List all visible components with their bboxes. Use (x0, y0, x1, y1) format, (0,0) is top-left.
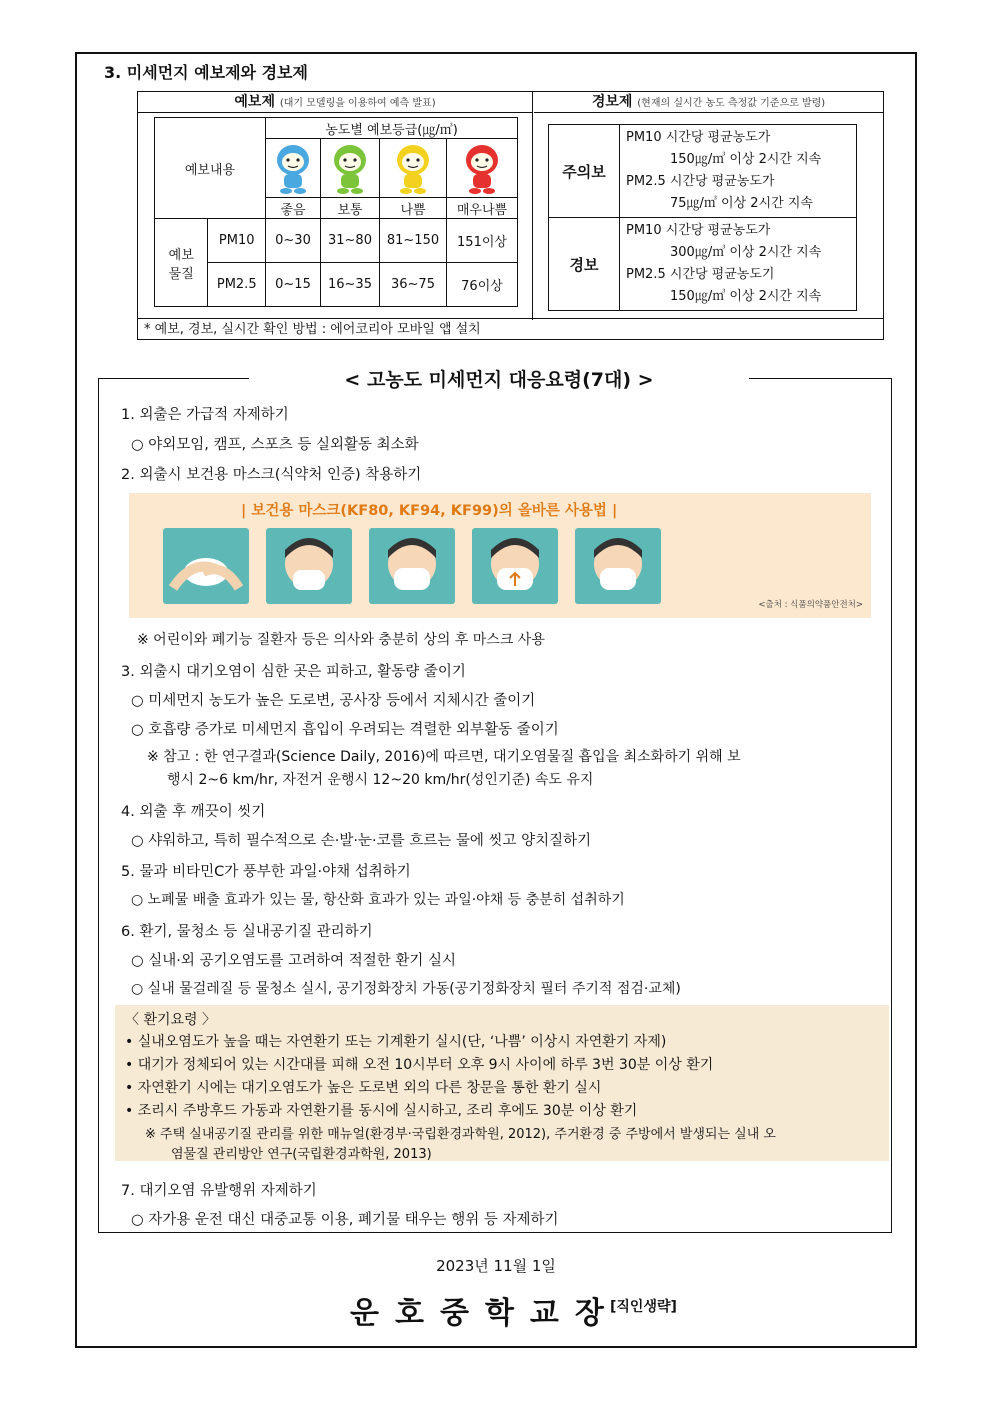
guide-item-3-detail-b: ○ 호흡량 증가로 미세먼지 흡입이 우려되는 격렬한 외부활동 줄이기 (131, 722, 559, 738)
mask-source: <출처 : 식품의약품안전처> (758, 600, 863, 610)
guide-item-3: 3. 외출시 대기오염이 심한 곳은 피하고, 활동량 줄이기 (121, 664, 466, 680)
warning-text-alert: PM10 시간당 평균농도가 300㎍/㎥ 이상 2시간 지속 PM2.5 시간당 평균농도기 150㎍/㎥ 이상 2시간 지속 (620, 218, 857, 311)
warning-header: 경보제 (현재의 실시간 농도 측정값 기준으로 발령) (534, 92, 883, 113)
vent-tip-3: • 자연환기 시에는 대기오염도가 높은 도로변 외의 다른 창문을 통한 환기 실시 (125, 1080, 602, 1096)
guide-item-4: 4. 외출 후 깨끗이 씻기 (121, 804, 266, 820)
concentration-range: 151이상 (447, 219, 518, 263)
face-icon (462, 140, 502, 196)
mask-step-4-image (472, 528, 558, 604)
vent-tip-1: • 실내오염도가 높을 때는 자연환기 또는 기계환기 실시(단, ‘나쁨’ 이상시 자연환기 자제) (125, 1034, 667, 1050)
mask-usage-panel (129, 493, 871, 618)
mask-step-2-image (266, 528, 352, 604)
warning-label-advisory: 주의보 (549, 125, 620, 218)
forecast-grade-table (154, 117, 518, 307)
ventilation-tips-panel (115, 1005, 889, 1161)
concentration-range: 0~30 (266, 219, 321, 263)
guide-title: < 고농도 미세먼지 대응요령(7대) > (249, 365, 749, 392)
face-icon (273, 140, 313, 196)
table-note: * 예보, 경보, 실시간 확인 방법 : 에어코리아 모바일 앱 설치 (138, 318, 883, 339)
concentration-range: 16~35 (321, 263, 380, 307)
mask-step-1-image (163, 528, 249, 604)
vent-reference-1: ※ 주택 실내공기질 관리를 위한 매뉴얼(환경부·국립환경과학원, 2012), 주거환경 중 주방에서 발생되는 실내 오 (145, 1127, 776, 1142)
pollutant-name: PM2.5 (208, 263, 266, 307)
guide-item-3-note-1: ※ 참고 : 한 연구결과(Science Daily, 2016)에 따르면, 대기오염물질 흡입을 최소화하기 위해 보 (147, 749, 741, 765)
forecast-header: 예보제 (대기 모델링을 이용하여 예측 발표) (138, 92, 532, 113)
mask-step-5-image (575, 528, 661, 604)
concentration-range: 0~15 (266, 263, 321, 307)
grade-label: 좋음 (266, 198, 321, 219)
section-title: 3. 미세먼지 예보제와 경보제 (104, 63, 308, 82)
response-guide-box (98, 369, 892, 1233)
vent-title: 〈 환기요령 〉 (125, 1012, 216, 1028)
concentration-range: 36~75 (380, 263, 447, 307)
grade-label: 나쁨 (380, 198, 447, 219)
principal-signature: 운호중학교장 (350, 1296, 620, 1331)
issue-date: 2023년 11월 1일 (436, 1257, 556, 1275)
vent-tip-2: • 대기가 정체되어 있는 시간대를 피해 오전 10시부터 오후 9시 사이에 하루 3번 30분 이상 환기 (125, 1057, 714, 1073)
concentration-range: 76이상 (447, 263, 518, 307)
vent-tip-4: • 조리시 주방후드 가동과 자연환기를 동시에 실시하고, 조리 후에도 30분 이상 환기 (125, 1103, 638, 1119)
guide-item-7-detail: ○ 자가용 운전 대신 대중교통 이용, 폐기물 태우는 행위 등 자제하기 (131, 1212, 559, 1228)
concentration-range: 31~80 (321, 219, 380, 263)
grade-face-3 (447, 139, 518, 198)
material-label: 예보 물질 (155, 219, 208, 307)
guide-item-6-detail-a: ○ 실내·외 공기오염도를 고려하여 적절한 환기 실시 (131, 953, 457, 969)
face-icon (393, 140, 433, 196)
pollutant-name: PM10 (208, 219, 266, 263)
seal-omitted: [직인생략] (610, 1299, 677, 1315)
grade-label: 매우나쁨 (447, 198, 518, 219)
guide-item-1-detail: ○ 야외모임, 캠프, 스포츠 등 실외활동 최소화 (131, 437, 419, 453)
warning-text-advisory: PM10 시간당 평균농도가 150㎍/㎥ 이상 2시간 지속 PM2.5 시간당 평균농도가 75㎍/㎥ 이상 2시간 지속 (620, 125, 857, 218)
mask-step-3-image (369, 528, 455, 604)
warning-table (548, 124, 857, 311)
warning-panel (534, 92, 883, 320)
guide-item-3-detail-a: ○ 미세먼지 농도가 높은 도로변, 공사장 등에서 지체시간 줄이기 (131, 693, 536, 709)
grade-label: 보통 (321, 198, 380, 219)
guide-item-2: 2. 외출시 보건용 마스크(식약처 인증) 착용하기 (121, 467, 422, 483)
guide-item-4-detail: ○ 샤워하고, 특히 필수적으로 손·발·눈·코를 흐르는 물에 씻고 양치질하기 (131, 833, 592, 849)
mask-usage-title: | 보건용 마스크(KF80, KF94, KF99)의 올바른 사용법 | (241, 503, 618, 519)
document-page (75, 52, 917, 1348)
grade-header: 농도별 예보등급(㎍/㎥) (266, 118, 518, 139)
grade-face-2 (380, 139, 447, 198)
content-label: 예보내용 (155, 118, 266, 219)
forecast-panel (138, 92, 533, 320)
guide-item-1: 1. 외출은 가급적 자제하기 (121, 407, 289, 423)
grade-face-0 (266, 139, 321, 198)
concentration-range: 81~150 (380, 219, 447, 263)
grade-face-1 (321, 139, 380, 198)
forecast-warning-table (137, 91, 884, 340)
guide-item-5: 5. 물과 비타민C가 풍부한 과일·야채 섭취하기 (121, 864, 411, 880)
guide-item-6: 6. 환기, 물청소 등 실내공기질 관리하기 (121, 924, 373, 940)
vent-reference-2: 염물질 관리방안 연구(국립환경과학원, 2013) (171, 1147, 432, 1162)
face-icon (330, 140, 370, 196)
warning-label-alert: 경보 (549, 218, 620, 311)
guide-item-7: 7. 대기오염 유발행위 자제하기 (121, 1183, 317, 1199)
guide-item-5-detail: ○ 노폐물 배출 효과가 있는 물, 항산화 효과가 있는 과일·야채 등 충분히 섭취하기 (131, 892, 625, 908)
guide-item-2-note: ※ 어린이와 폐기능 질환자 등은 의사와 충분히 상의 후 마스크 사용 (137, 632, 545, 648)
guide-item-6-detail-b: ○ 실내 물걸레질 등 물청소 실시, 공기정화장치 가동(공기정화장치 필터 주기적 점검·교체) (131, 981, 681, 997)
guide-item-3-note-2: 행시 2~6 km/hr, 자전거 운행시 12~20 km/hr(성인기준) 속도 유지 (167, 772, 594, 788)
